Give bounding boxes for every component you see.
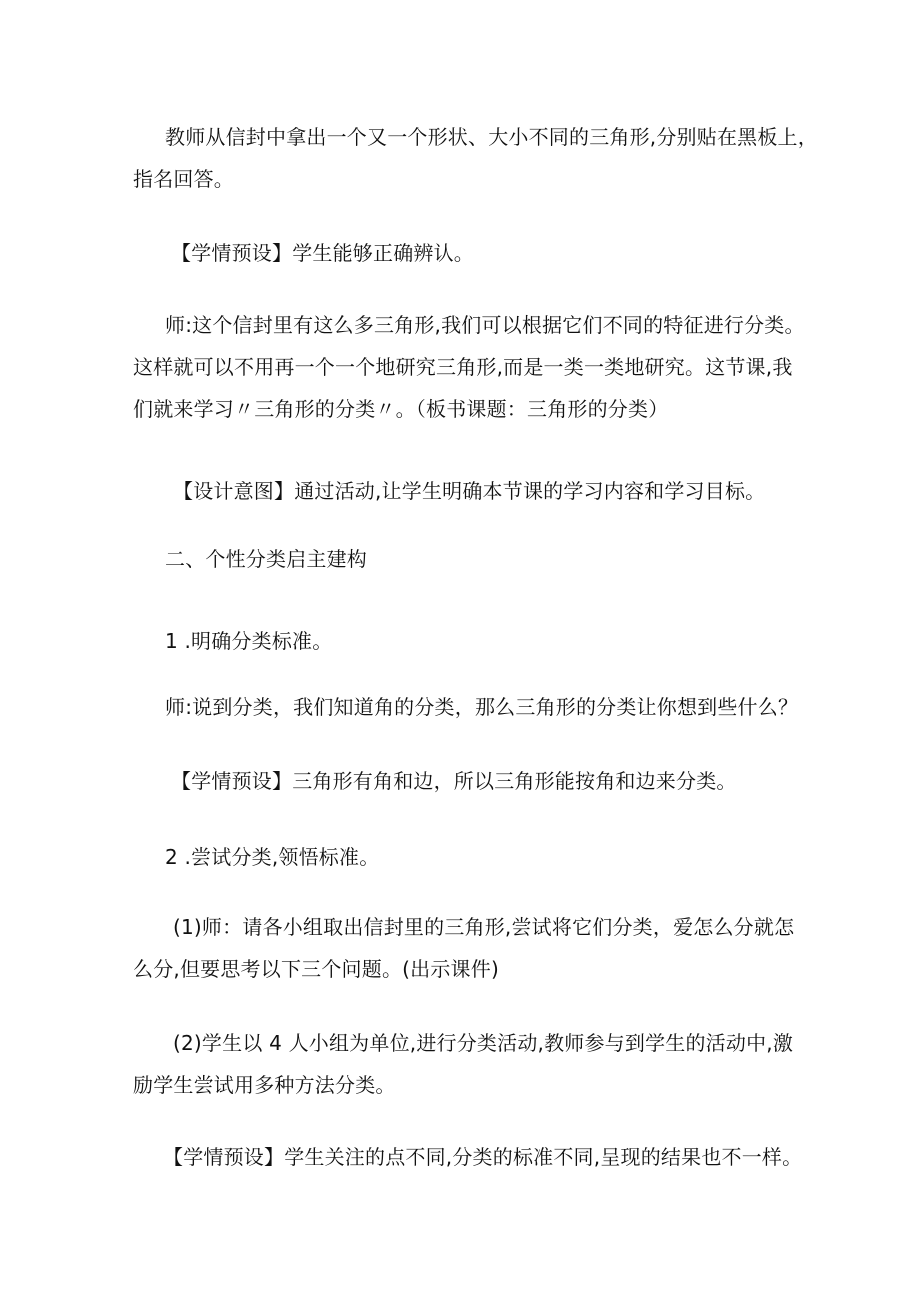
paragraph-line: 励学生尝试用多种方法分类。 bbox=[133, 1073, 396, 1097]
paragraph-line: 【设计意图】通过活动,让学生明确本节课的学习内容和学习目标。 bbox=[173, 479, 766, 503]
paragraph-teacher-question bbox=[133, 686, 803, 728]
paragraph-line: 师:这个信封里有这么多三角形,我们可以根据它们不同的特征进行分类。 bbox=[165, 313, 805, 337]
paragraph-learning-forecast-3 bbox=[133, 1136, 803, 1178]
paragraph-line: 们就来学习〃三角形的分类〃。（板书课题：三角形的分类） bbox=[133, 397, 669, 421]
paragraph-line: 么分,但要思考以下三个问题。(出示课件) bbox=[133, 957, 499, 981]
paragraph-line: (1)师：请各小组取出信封里的三角形,尝试将它们分类，爱怎么分就怎 bbox=[173, 915, 795, 939]
paragraph-group-activity bbox=[133, 1022, 803, 1106]
paragraph-line: 教师从信封中拿出一个又一个形状、大小不同的三角形,分别贴在黑板上， bbox=[165, 125, 818, 149]
paragraph-line: 二、个性分类启主建构 bbox=[165, 547, 367, 571]
paragraph-line: 【学情预设】学生关注的点不同,分类的标准不同,呈现的结果也不一样。 bbox=[163, 1145, 803, 1169]
paragraph-teacher-classification bbox=[133, 304, 803, 430]
paragraph-learning-forecast-2 bbox=[133, 760, 803, 802]
paragraph-line: 【学情预设】学生能够正确辨认。 bbox=[171, 241, 474, 265]
paragraph-line: 指名回答。 bbox=[133, 167, 234, 191]
paragraph-line: 师:说到分类，我们知道角的分类，那么三角形的分类让你想到些什么？ bbox=[165, 695, 799, 719]
paragraph-teacher-envelope bbox=[133, 116, 818, 200]
paragraph-learning-forecast-1 bbox=[133, 232, 803, 274]
paragraph-line: 这样就可以不用再一个一个地研究三角形,而是一类一类地研究。这节课,我 bbox=[133, 355, 793, 379]
section-heading-2 bbox=[133, 538, 803, 580]
paragraph-line: 【学情预设】三角形有角和边，所以三角形能按角和边来分类。 bbox=[171, 769, 737, 793]
paragraph-line: 1 .明确分类标准。 bbox=[165, 629, 333, 653]
paragraph-line: (2)学生以 4 人小组为单位,进行分类活动,教师参与到学生的活动中,激 bbox=[173, 1031, 794, 1055]
paragraph-design-intent bbox=[133, 470, 803, 512]
step-heading-2 bbox=[133, 836, 803, 878]
paragraph-line: 2 .尝试分类,领悟标准。 bbox=[165, 845, 380, 869]
paragraph-group-task bbox=[133, 906, 803, 990]
step-heading-1 bbox=[133, 620, 803, 662]
